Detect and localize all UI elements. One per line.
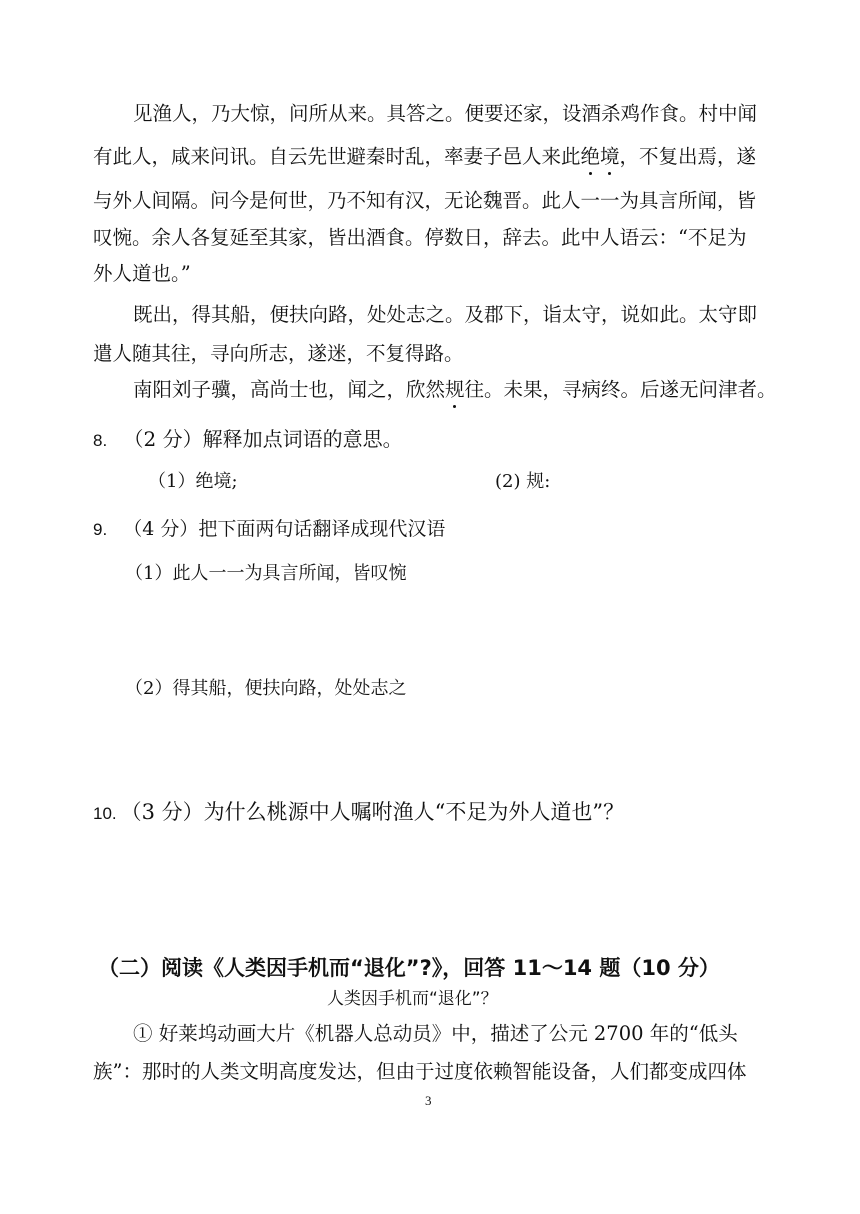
question-text: （2 分）解释加点词语的意思。: [123, 427, 403, 451]
passage-line: 遣人随其往，寻向所志，遂迷，不复得路。: [93, 342, 464, 365]
emphasis-char: 规: [445, 374, 465, 402]
question-10: [93, 796, 624, 826]
q9-sub1: （1）此人一一为具言所闻，皆叹惋: [125, 563, 407, 584]
question-9: [93, 514, 445, 541]
question-number: 9.: [93, 520, 108, 539]
emphasis-char: 境: [600, 141, 620, 169]
section-heading: （二）阅读《人类因手机而“退化”?》，回答 11～14 题（10 分）: [98, 956, 720, 980]
passage-line: [133, 374, 777, 402]
emphasis-char: 绝: [581, 141, 601, 169]
question-8: [93, 423, 403, 452]
article-line: 族”：那时的人类文明高度发达，但由于过度依赖智能设备，人们都变成四体: [93, 1060, 747, 1083]
article-title: 人类因手机而“退化”？: [327, 989, 498, 1009]
passage-text: 南阳刘子骥，高尚士也，闻之，欣然: [133, 378, 446, 401]
passage-line: 外人道也。”: [93, 262, 191, 285]
passage-line: 见渔人，乃大惊，问所从来。具答之。便要还家，设酒杀鸡作食。村中闻: [133, 102, 758, 125]
question-text: （4 分）把下面两句话翻译成现代汉语: [123, 518, 446, 540]
passage-text: 有此人，咸来问讯。自云先世避秦时乱，率妻子邑人来此: [93, 145, 581, 168]
question-number: 8.: [93, 431, 108, 450]
question-number: 10.: [93, 804, 117, 823]
page-number: 3: [425, 1093, 432, 1108]
passage-text: ，不复出焉，遂: [619, 145, 757, 168]
passage-line: [93, 141, 756, 169]
q8-sub2: (2) 规:: [495, 471, 551, 492]
passage-line: 既出，得其船，便扶向路，处处志之。及郡下，诣太守，说如此。太守即: [133, 303, 758, 326]
question-text: （3 分）为什么桃源中人嘱咐渔人“不足为外人道也”？: [120, 800, 625, 824]
q8-sub1: （1）绝境;: [148, 471, 238, 492]
q9-sub2: （2）得其船，便扶向路，处处志之: [125, 678, 407, 699]
article-line: ① 好莱坞动画大片《机器人总动员》中，描述了公元 2700 年的“低头: [133, 1022, 738, 1045]
passage-line: 与外人间隔。问今是何世，乃不知有汉，无论魏晋。此人一一为具言所闻，皆: [93, 189, 757, 212]
passage-text: 往。未果，寻病终。后遂无问津者。: [464, 378, 777, 401]
passage-line: 叹惋。余人各复延至其家，皆出酒食。停数日，辞去。此中人语云：“不足为: [93, 226, 747, 249]
